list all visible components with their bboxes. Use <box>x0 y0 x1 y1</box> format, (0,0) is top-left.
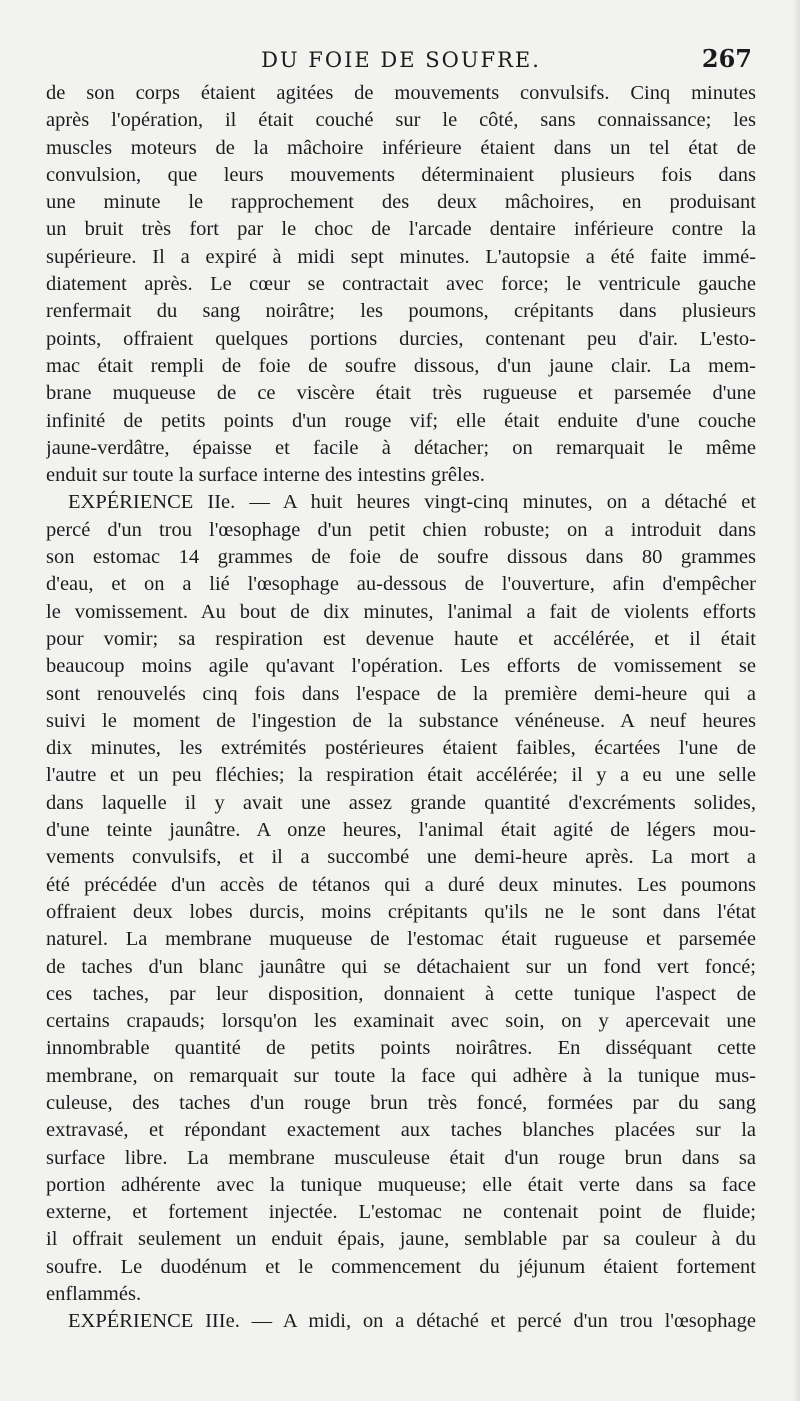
experiment-heading-line: EXPÉRIENCE IIIe. — A midi, on a détaché et percé d'un trou l'œsophage <box>68 1310 756 1333</box>
text-line: été précédée d'un accès de tétanos qui a duré deux minutes. Les poumons <box>46 873 756 896</box>
text-line: il offrait seulement un enduit épais, jaune, semblable par sa couleur à du <box>46 1228 756 1251</box>
text-line: offraient deux lobes durcis, moins crépitants qu'ils ne le sont dans l'état <box>46 900 756 923</box>
text-line: une minute le rapprochement des deux mâchoires, en produisant <box>46 191 756 214</box>
text-line: convulsion, que leurs mouvements déterminaient plusieurs fois dans <box>46 163 756 186</box>
experiment-heading-line: EXPÉRIENCE IIe. — A huit heures vingt-cinq minutes, on a détaché et <box>68 491 756 514</box>
text-line: externe, et fortement injectée. L'estomac ne contenait point de fluide; <box>46 1201 756 1224</box>
text-line: diatement après. Le cœur se contractait avec force; le ventricule gauche <box>46 273 756 296</box>
paragraph-end-line: enduit sur toute la surface interne des intestins grêles. <box>46 464 485 487</box>
text-line: mac était rempli de foie de soufre dissous, d'un jaune clair. La mem- <box>46 354 756 377</box>
text-line: surface libre. La membrane musculeuse était d'un rouge brun dans sa <box>46 1146 756 1169</box>
text-line: de taches d'un blanc jaunâtre qui se détachaient sur un fond vert foncé; <box>46 955 756 978</box>
text-line: jaune-verdâtre, épaisse et facile à détacher; on remarquait le même <box>46 436 756 459</box>
text-line: naturel. La membrane muqueuse de l'estomac était rugueuse et parsemée <box>46 928 756 951</box>
text-line: supérieure. Il a expiré à midi sept minutes. L'autopsie a été faite immé- <box>46 245 756 268</box>
text-line: d'une teinte jaunâtre. A onze heures, l'animal était agité de légers mou- <box>46 819 756 842</box>
text-line: renfermait du sang noirâtre; les poumons, crépitants dans plusieurs <box>46 300 756 323</box>
text-line: muscles moteurs de la mâchoire inférieure étaient dans un tel état de <box>46 136 756 159</box>
running-title: DU FOIE DE SOUFRE. <box>261 48 541 72</box>
text-line: pour vomir; sa respiration est devenue haute et accélérée, et il était <box>46 627 756 650</box>
text-line: de son corps étaient agitées de mouvements convulsifs. Cinq minutes <box>46 82 756 104</box>
text-line: après l'opération, il était couché sur le côté, sans connaissance; les <box>46 109 756 132</box>
text-line: dans laquelle il y avait une assez grande quantité d'excréments solides, <box>46 791 756 814</box>
text-line: beaucoup moins agile qu'avant l'opération. Les efforts de vomissement se <box>46 655 756 678</box>
text-line: vements convulsifs, et il a succombé une demi-heure après. La mort a <box>46 846 756 869</box>
text-line: extravasé, et répondant exactement aux taches blanches placées sur la <box>46 1119 756 1142</box>
text-line: culeuse, des taches d'un rouge brun très foncé, formées par du sang <box>46 1091 756 1114</box>
page-edge-shadow <box>792 0 800 1401</box>
text-line: certains crapauds; lorsqu'on les examinait avec soin, on y apercevait une <box>46 1010 756 1033</box>
page-body <box>46 80 756 1336</box>
text-line: percé d'un trou l'œsophage d'un petit chien robuste; on a introduit dans <box>46 518 756 541</box>
text-line: d'eau, et on a lié l'œsophage au-dessous de l'ouverture, afin d'empêcher <box>46 573 756 596</box>
text-line: sont renouvelés cinq fois dans l'espace de la première demi-heure qui a <box>46 682 756 705</box>
text-line: l'autre et un peu fléchies; la respiration était accélérée; il y a eu une selle <box>46 764 756 787</box>
text-line: soufre. Le duodénum et le commencement du jéjunum étaient fortement <box>46 1255 756 1278</box>
text-line: ces taches, par leur disposition, donnaient à cette tunique l'aspect de <box>46 982 756 1005</box>
page-number: 267 <box>701 44 752 73</box>
page-header <box>46 44 756 80</box>
text-line: innombrable quantité de petits points noirâtres. En disséquant cette <box>46 1037 756 1060</box>
text-line: dix minutes, les extrémités postérieures étaient faibles, écartées l'une de <box>46 737 756 760</box>
paragraph-end-line: enflammés. <box>46 1283 142 1306</box>
text-line: son estomac 14 grammes de foie de soufre dissous dans 80 grammes <box>46 546 756 569</box>
text-line: le vomissement. Au bout de dix minutes, l'animal a fait de violents efforts <box>46 600 756 623</box>
text-line: un bruit très fort par le choc de l'arcade dentaire inférieure contre la <box>46 218 756 241</box>
text-line: membrane, on remarquait sur toute la face qui adhère à la tunique mus- <box>46 1064 756 1087</box>
text-line: infinité de petits points d'un rouge vif; elle était enduite d'une couche <box>46 409 756 432</box>
text-line: brane muqueuse de ce viscère était très rugueuse et parsemée d'une <box>46 382 756 405</box>
text-line: portion adhérente avec la tunique muqueuse; elle était verte dans sa face <box>46 1173 756 1196</box>
text-line: suivi le moment de l'ingestion de la substance vénéneuse. A neuf heures <box>46 709 756 732</box>
text-line: points, offraient quelques portions durcies, contenant peu d'air. L'esto- <box>46 327 756 350</box>
